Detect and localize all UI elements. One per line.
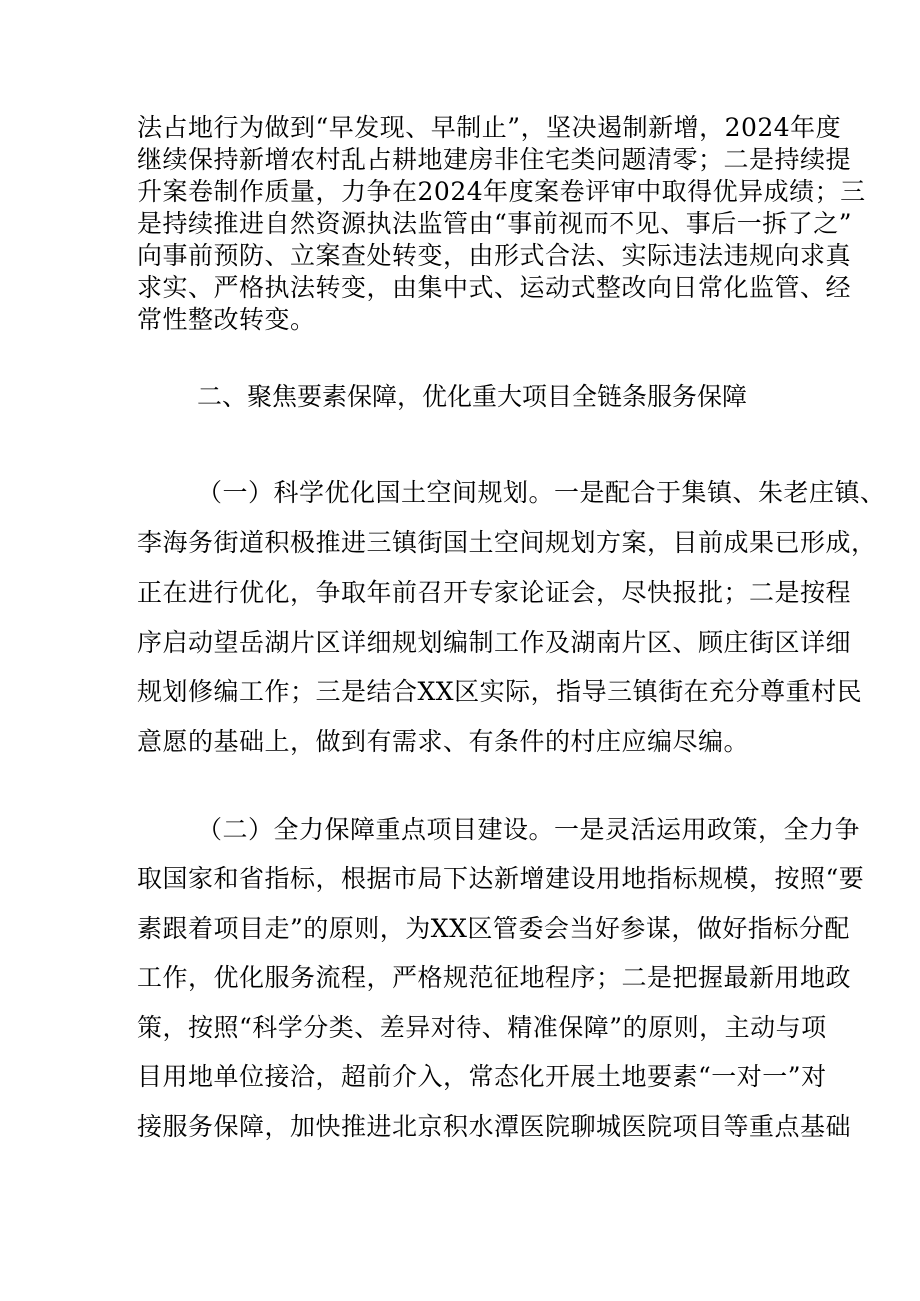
paragraph-line: 向事前预防、立案查处转变，由形式合法、实际违法违规向求真 — [137, 241, 852, 270]
paragraph-line: 李海务街道积极推进三镇街国土空间规划方案，目前成果已形成， — [137, 528, 877, 557]
paragraph-line: 序启动望岳湖片区详细规划编制工作及湖南片区、顾庄街区详细 — [137, 628, 852, 657]
paragraph-line: 工作，优化服务流程，严格规范征地程序；二是把握最新用地政 — [137, 963, 852, 992]
paragraph-line: 接服务保障，加快推进北京积水潭医院聊城医院项目等重点基础 — [137, 1112, 852, 1141]
paragraph-line: 求实、严格执法转变，由集中式、运动式整改向日常化监管、经 — [137, 273, 852, 302]
section-heading: 二、聚焦要素保障，优化重大项目全链条服务保障 — [197, 382, 748, 411]
paragraph-line: 升案卷制作质量，力争在2024年度案卷评审中取得优异成绩；三 — [137, 177, 866, 206]
paragraph-line: 常性整改转变。 — [137, 305, 316, 334]
paragraph-line: 素跟着项目走”的原则，为XX区管委会当好参谋，做好指标分配 — [137, 914, 850, 943]
paragraph-line: 规划修编工作；三是结合XX区实际，指导三镇街在充分尊重村民 — [137, 677, 863, 706]
paragraph-line: 意愿的基础上，做到有需求、有条件的村庄应编尽编。 — [137, 727, 750, 756]
paragraph-line: 继续保持新增农村乱占耕地建房非住宅类问题清零；二是持续提 — [137, 145, 852, 174]
paragraph-line: 策，按照“科学分类、差异对待、精准保障”的原则，主动与项 — [137, 1013, 827, 1042]
paragraph-line: （二）全力保障重点项目建设。一是灵活运用政策，全力争 — [197, 815, 861, 844]
paragraph-line: 目用地单位接洽，超前介入，常态化开展土地要素“一对一”对 — [137, 1062, 827, 1091]
paragraph-line: 取国家和省指标，根据市局下达新增建设用地指标规模，按照“要 — [137, 864, 865, 893]
paragraph-line: 法占地行为做到“早发现、早制止”，坚决遏制新增，2024年度 — [137, 113, 842, 142]
paragraph-line: （一）科学优化国土空间规划。一是配合于集镇、朱老庄镇、 — [197, 478, 886, 507]
paragraph-line: 正在进行优化，争取年前召开专家论证会，尽快报批；二是按程 — [137, 578, 852, 607]
paragraph-line: 是持续推进自然资源执法监管由“事前视而不见、事后一拆了之” — [137, 209, 853, 238]
